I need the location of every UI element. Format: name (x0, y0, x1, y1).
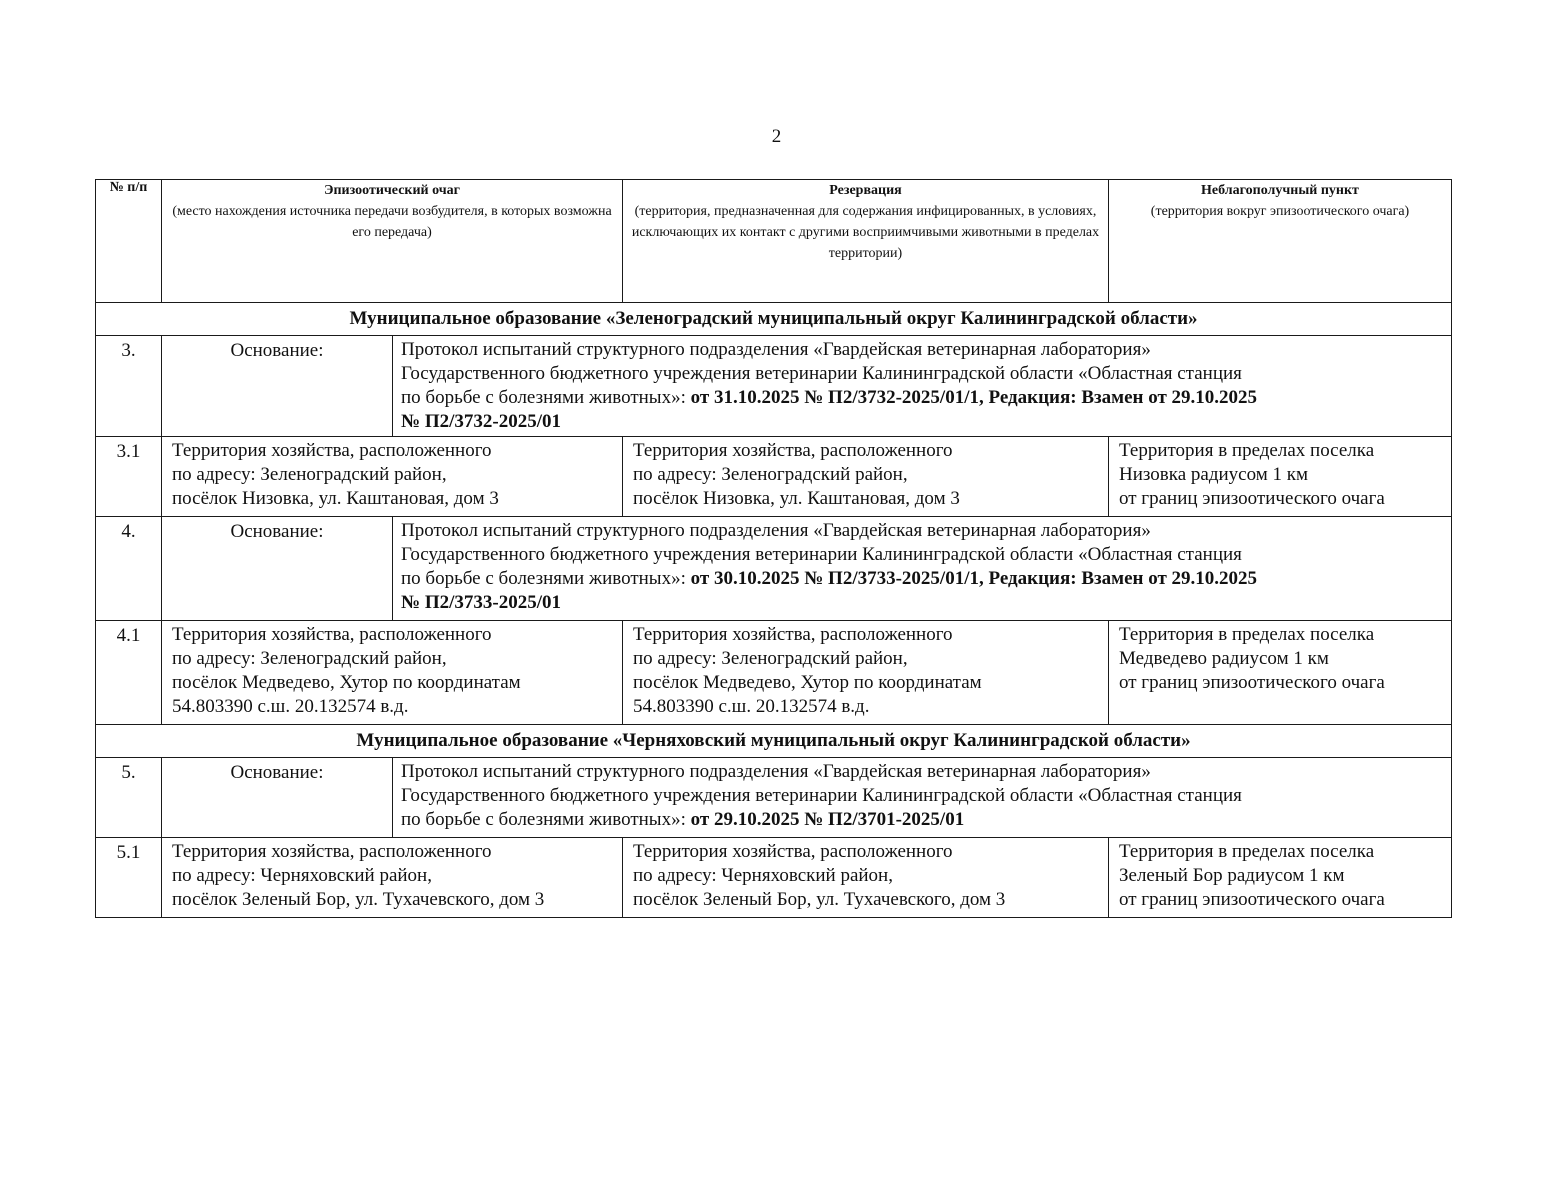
item-reservation: Территория хозяйства, расположенного по адресу: Зеленоградский район, посёлок Низовка, ул. Каштановая, дом 3 (623, 437, 1109, 517)
item-unfavorable: Территория в пределах поселка Низовка радиусом 1 км от границ эпизоотического очага (1109, 437, 1452, 517)
item-row (96, 621, 1452, 725)
basis-row (96, 758, 1452, 838)
basis-label: Основание: (162, 336, 393, 437)
item-focus: Территория хозяйства, расположенного по адресу: Черняховский район, посёлок Зеленый Бор, ул. Тухачевского, дом 3 (162, 838, 623, 918)
item-row (96, 838, 1452, 918)
basis-text-bold: от 31.10.2025 № П2/3732-2025/01/1, Редакция: Взамен от 29.10.2025 № П2/3732-2025/01 (401, 387, 1258, 432)
basis-text (393, 517, 1452, 621)
item-reservation: Территория хозяйства, расположенного по адресу: Черняховский район, посёлок Зеленый Бор, ул. Тухачевского, дом 3 (623, 838, 1109, 918)
header-unfavorable (1109, 180, 1452, 303)
region-row (96, 725, 1452, 758)
header-focus-desc: (место нахождения источника передачи возбудителя, в которых возможна его передача) (172, 204, 612, 240)
basis-label: Основание: (162, 517, 393, 621)
region-title: Муниципальное образование «Черняховский муниципальный округ Калининградской области» (96, 725, 1452, 758)
header-num: № п/п (96, 180, 162, 303)
header-reservation-title: Резервация (829, 183, 902, 198)
header-unfavorable-title: Неблагополучный пункт (1201, 183, 1359, 198)
basis-text-bold: от 30.10.2025 № П2/3733-2025/01/1, Редакция: Взамен от 29.10.2025 № П2/3733-2025/01 (401, 568, 1258, 613)
header-focus-title: Эпизоотический очаг (323, 183, 460, 198)
item-unfavorable: Территория в пределах поселка Зеленый Бор радиусом 1 км от границ эпизоотического очага (1109, 838, 1452, 918)
entry-num: 5. (96, 758, 162, 838)
item-num: 5.1 (96, 838, 162, 918)
item-reservation: Территория хозяйства, расположенного по адресу: Зеленоградский район, посёлок Медведево, Хутор по координатам 54.803390 с.ш. 20.132574 в.д. (623, 621, 1109, 725)
item-num: 4.1 (96, 621, 162, 725)
item-unfavorable: Территория в пределах поселка Медведево радиусом 1 км от границ эпизоотического очага (1109, 621, 1452, 725)
region-title: Муниципальное образование «Зеленоградский муниципальный округ Калининградской области» (96, 303, 1452, 336)
entry-num: 4. (96, 517, 162, 621)
item-num: 3.1 (96, 437, 162, 517)
basis-label: Основание: (162, 758, 393, 838)
basis-text-plain: Протокол испытаний структурного подразделения «Гвардейская ветеринарная лаборатория» Государственного бюджетного учреждения ветеринарии Калининградской области «Областная станция по борьбе с болезнями животных»: (401, 339, 1242, 408)
item-row (96, 437, 1452, 517)
header-focus (162, 180, 623, 303)
table-header-row (96, 180, 1452, 303)
entry-num: 3. (96, 336, 162, 437)
item-focus: Территория хозяйства, расположенного по адресу: Зеленоградский район, посёлок Низовка, ул. Каштановая, дом 3 (162, 437, 623, 517)
item-focus: Территория хозяйства, расположенного по адресу: Зеленоградский район, посёлок Медведево, Хутор по координатам 54.803390 с.ш. 20.132574 в.д. (162, 621, 623, 725)
basis-text-plain: Протокол испытаний структурного подразделения «Гвардейская ветеринарная лаборатория» Государственного бюджетного учреждения ветеринарии Калининградской области «Областная станция по борьбе с болезнями животных»: (401, 761, 1242, 830)
header-unfavorable-desc: (территория вокруг эпизоотического очага) (1150, 204, 1410, 219)
basis-text (393, 758, 1452, 838)
basis-text (393, 336, 1452, 437)
episootic-table (95, 179, 1452, 918)
header-reservation (623, 180, 1109, 303)
basis-row (96, 336, 1452, 437)
basis-text-bold: от 29.10.2025 № П2/3701-2025/01 (690, 809, 965, 830)
header-reservation-desc: (территория, предназначенная для содержания инфицированных, в условиях, исключающих их контакт с другими восприимчивыми животными в пределах территории) (631, 204, 1100, 261)
basis-row (96, 517, 1452, 621)
basis-text-plain: Протокол испытаний структурного подразделения «Гвардейская ветеринарная лаборатория» Государственного бюджетного учреждения ветеринарии Калининградской области «Областная станция по борьбе с болезнями животных»: (401, 520, 1242, 589)
page-number: 2 (771, 126, 782, 147)
region-row (96, 303, 1452, 336)
